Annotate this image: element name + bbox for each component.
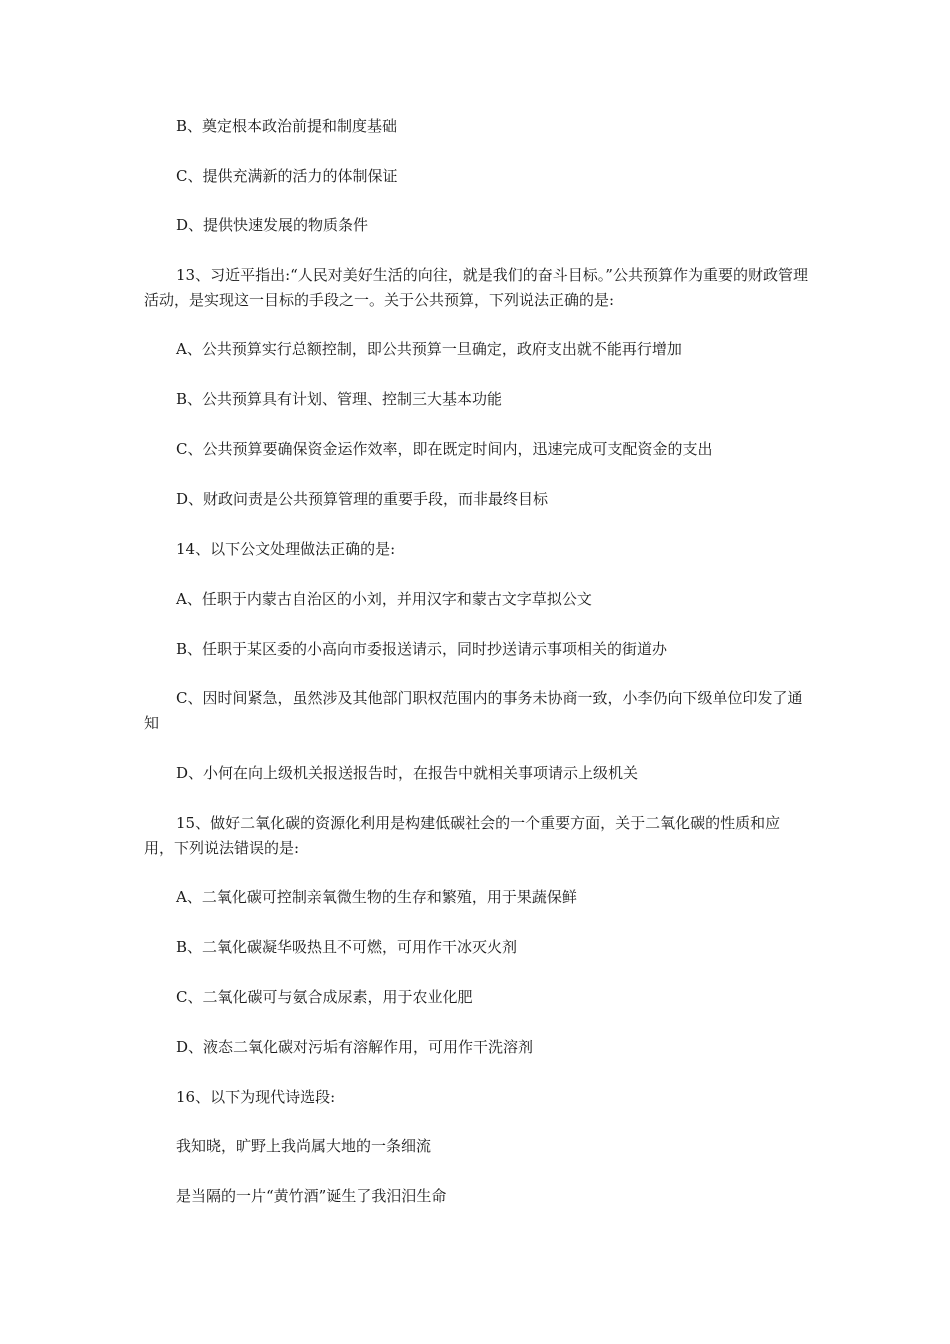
q12-option-c: C、提供充满新的活力的体制保证 (176, 167, 398, 185)
q13-option-b: B、公共预算具有计划、管理、控制三大基本功能 (176, 390, 503, 408)
q12-option-b: B、奠定根本政治前提和制度基础 (176, 117, 398, 135)
q16-question: 16、以下为现代诗选段: (176, 1088, 336, 1106)
q16-poem-line-1: 我知晓，旷野上我尚属大地的一条细流 (176, 1137, 432, 1155)
q15-option-d: D、液态二氧化碳对污垢有溶解作用，可用作干洗溶剂 (176, 1038, 534, 1056)
q15-question: 15、做好二氧化碳的资源化利用是构建低碳社会的一个重要方面，关于二氧化碳的性质和应用，下列说法错误的是: (144, 814, 781, 857)
q14-option-a: A、任职于内蒙古自治区的小刘，并用汉字和蒙古文字草拟公文 (176, 590, 592, 608)
q13-question: 13、习近平指出:“人民对美好生活的向往，就是我们的奋斗目标。”公共预算作为重要的财政管理活动，是实现这一目标的手段之一。关于公共预算，下列说法正确的是: (144, 266, 808, 309)
q15-option-b: B、二氧化碳凝华吸热且不可燃，可用作干冰灭火剂 (176, 938, 518, 956)
q14-option-c: C、因时间紧急，虽然涉及其他部门职权范围内的事务未协商一致，小李仍向下级单位印发了通知 (144, 689, 803, 732)
q15-option-a: A、二氧化碳可控制亲氧微生物的生存和繁殖，用于果蔬保鲜 (176, 888, 577, 906)
q13-option-c: C、公共预算要确保资金运作效率，即在既定时间内，迅速完成可支配资金的支出 (176, 440, 713, 458)
q13-option-a: A、公共预算实行总额控制，即公共预算一旦确定，政府支出就不能再行增加 (176, 340, 682, 358)
q12-option-d: D、提供快速发展的物质条件 (176, 216, 369, 234)
q13-option-d: D、财政问责是公共预算管理的重要手段，而非最终目标 (176, 490, 549, 508)
q16-poem-line-2: 是当隔的一片“黄竹酒”诞生了我汨汨生命 (176, 1187, 447, 1205)
q15-option-c: C、二氧化碳可与氨合成尿素，用于农业化肥 (176, 988, 473, 1006)
q14-option-d: D、小何在向上级机关报送报告时，在报告中就相关事项请示上级机关 (176, 764, 639, 782)
q14-option-b: B、任职于某区委的小高向市委报送请示，同时抄送请示事项相关的街道办 (176, 640, 668, 658)
q14-question: 14、以下公文处理做法正确的是: (176, 540, 396, 558)
